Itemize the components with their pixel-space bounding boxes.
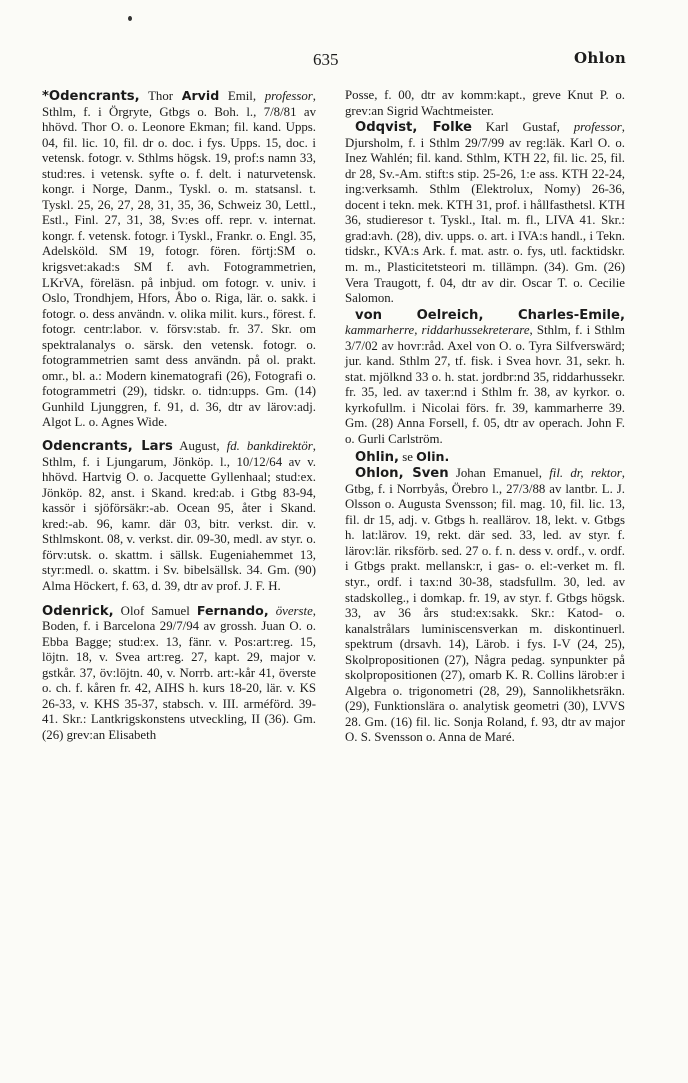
entry-given-names: Karl Gustaf, <box>471 120 574 135</box>
entry-text: , Djursholm, f. i Sthlm 29/7/99 av reg:läk. Karl O. o. Inez Wahlén; fil. kand. Sthlm, KTH 22, fil. lic. 25, fil. dr 28, Sv.-Am. stift:s stip. 25-26, 1:e ass. KTH 22-24, ing:verksamh. Sthlm (Elektrolux, Nomy) 26-36, docent i tekn. mek. KTH 31, prof. i hållfasthetsl. KTH 36, studieresor t. Tyskl., Ital. m. fl., LIVA 41. Skr.: grad:avh. (28), div. upps. o. art. i IVA:s handl., i Tekn. tidskr., KVA:s Ark. f. mat. astr. o. fys, utl. facktidskr. m. m., Plasticitetsteori m. tillämpn. (34). Gm. (26) Vera Traugott, f. 04, dtr av dir. Oscar T. o. Cecilie Salomon. <box>345 120 625 306</box>
entry-name-bold: Fernando, <box>196 602 269 618</box>
entry-given-names: se <box>399 449 417 464</box>
entry-headword: Ohlin, <box>355 449 400 465</box>
entry-given-names: Johan Emanuel, <box>448 466 550 481</box>
entry-text: , Sthlm, f. i Sthlm 3/7/02 av hovr:råd. Axel von O. o. Tyra Silfverswärd; jur. kand. Sthlm 27, tf. fisk. i Svea hovr. 31, sekr. h. stat. mjölknd 33 o. h. stat. jordbr:nd 35, riddarhussekr. fr. 35, led. av taxer:nd i Sthlm fr. 38, av kyrkor. o. kyrkofullm. i Nicolai förs. fr. 39, kammarherre 39. Gm. (28) Anna Forsell, f. 05, dtr av operach. John F. o. Gurli Carlström. <box>345 323 625 447</box>
entry-given-names: August, <box>172 439 227 454</box>
entry-given-names <box>269 604 276 618</box>
entry-headword: Odenrick, <box>42 603 114 619</box>
biography-entry <box>345 88 625 119</box>
entry-title: fd. bankdirektör <box>226 439 313 454</box>
entry-title: fil. dr, rektor <box>549 466 622 481</box>
printed-dot-mark <box>128 16 132 21</box>
entry-given-names: Thor <box>139 89 182 103</box>
entry-headword: Ohlon, Sven <box>355 466 449 482</box>
biography-entry <box>42 439 316 594</box>
entry-title: överste <box>275 603 313 618</box>
entry-given-names: Olof Samuel <box>113 603 197 618</box>
entry-name-bold: Arvid <box>181 88 220 103</box>
biography-entry <box>345 120 625 307</box>
entry-headword: Odencrants, Lars <box>42 439 173 455</box>
entry-title: kammarherre, riddarhussekreterare <box>345 323 530 338</box>
entry-text: , Sthlm, f. i Örgryte, Gtbgs o. Boh. l., 7/8/81 av hhövd. Thor O. o. Leonore Ekman; fil. kand. Upps. 04, fil. lic. 10, fil. dr o. doc. i fys. Upps. 15, doc. i vetensk. fotogr. v. Sthlms högsk. 19, prof:s namn 33, stud:res. i vetensk. syfte o. f. delt. i naturvetensk. kongr. i Norge, Danm., Tyskl. o. m. statsansl. t. Tyskl. 25, 26, 27, 28, 31, 35, 36, Schweiz 30, Lettl., Estl., Finl. 27, 31, 38, Sv:es off. repr. v. internat. kongr. f. vetensk. fotogr. i Tyskl., Frankr. o. Engl. 35, Adelsköld. SM 19, fotogr. fören. förtj:SM o. krigsvet:akad:s SM f. avh. Fotogrammetrien, LKrVA, föreläsn. på inbjud. om fotogr. v. univ. i Oslo, Trondhjem, Hfors, Åbo o. Riga, lär. o. sakk. i fotogr. o. dess användn. v. olika milit. kurs., förest. f. fotogr. centr:labor. v. försv:stab. fr. 37. Skr. om spektralanalys o. särsk. den vetensk. fotogr. o. fotogrammetrien samt dess användn. på ol. prakt. omr., bl. a.: Modern kinematografi (26), Fotografi o. fotogrammetri (29), tidskr. o. tidn:upps. Gm. (14) Gunhild Ljunggren, f. 91, d. 36, dtr av lärov:adj. Algot L. o. Agnes Wide. <box>42 89 317 430</box>
entry-title: professor <box>573 120 622 135</box>
biography-entry <box>42 603 316 744</box>
entry-text: Posse, f. 00, dtr av komm:kapt., greve Knut P. o. grev:an Sigrid Wachtmeister. <box>345 88 625 118</box>
biography-entry <box>42 88 316 431</box>
running-head: Ohlon <box>574 49 627 67</box>
biography-entry <box>345 308 625 448</box>
right-column <box>345 88 625 747</box>
left-column <box>42 88 316 751</box>
entry-text: , Gtbg, f. i Norrbyås, Örebro l., 27/3/88 av lantbr. L. J. Olsson o. Augusta Svensson; fil. mag. 10, fil. lic. 13, fil. dr 15, adj. v. Gtbgs h. reallärov. 18, lekt. v. Gtbgs h. lat:lärov. 19, rekt. där sed. 33, led. av styr. f. lärov:lär. riksförb. sed. 27 o. f. n. dess v. ordf., v. ordf. i Gtbgs prakt. mellansk:r, i gas- o. el:-verket m. fl. styr., ordf. i tax:nd 30-38, stadsfullm. 30, led. av stadskolleg., i domkap. fr. 19, av styr. f. Gtbgs högsk. 33, av 36 års stud:ex:sakk. Skr.: Katod- o. kanalstrålars luminiscensverkan m. diskontinuerl. spektrum (drsavh. 14), Lärob. i fys. I-V (24, 25), Skolpropositionen (27), Några pedag. synpunkter på skolpropositionen (27), omarb K. R. Collins lärob:er i Algebra o. trigonometri (28, 29), Sannolikhetsräkn. (29), Funktionslära o. analytisk geometri (30), LVVS 28. Gm. (16) fil. lic. Sonja Roland, f. 93, dtr av major O. S. Svensson o. Anna de Maré. <box>345 466 625 745</box>
entry-title: professor <box>264 89 313 103</box>
entry-headword: Odqvist, Folke <box>355 120 472 136</box>
biography-entry <box>345 449 625 466</box>
entry-given-names: Emil, <box>219 89 265 103</box>
entry-text: , Boden, f. i Barcelona 29/7/94 av grossh. Juan O. o. Ebba Bagge; stud:ex. 13, fänr. v. Pos:art:reg. 15, löjtn. 18, v. Svea art:reg. 27, kapt. 29, major v. gstkår. 37, öv:löjtn. 40, v. Norrb. art:-kår 41, överste o. ch. f. kåren fr. 42, AIHS h. kurs 18-20, lär. v. KS 26-33, v. KHS 35-37, stabsch. v. III. arméförd. 39-41. Skr.: Lantkrigskonstens utveckling, II (36). Gm. (26) grev:an Elisabeth <box>42 603 317 742</box>
entry-headword: von Oelreich, Charles-Emile, <box>355 307 625 323</box>
entry-headword: *Odencrants, <box>42 89 140 104</box>
biography-entry <box>345 466 625 746</box>
entry-name-bold: Olin. <box>416 448 450 464</box>
page-number: 635 <box>313 50 339 69</box>
entry-text: , Sthlm, f. i Ljungarum, Jönköp. l., 10/12/64 av v. hhövd. Hartvig O. o. Jacquette Gyllenhaal; stud:ex. Jönköp. 82, anst. i Skand. kred:ab. i Gtbg 83-94, kassör i sjöförsäkr:-ab. Ocean 95, åter i Skand. kred:-ab. 96, kamr. där 03, bitr. verkst. dir. v. Sthlmskont. 08, v. verkst. dir. 09-30, medl. av styr. o. förv:utsk. o. skattm. i sällsk. Eugeniahemmet 13, styr:medl. o. skattm. i Sv. bibelsällsk. 34. Gm. (90) Alma Höckert, f. 63, d. 39, dtr av prof. J. F. H. <box>42 439 316 593</box>
